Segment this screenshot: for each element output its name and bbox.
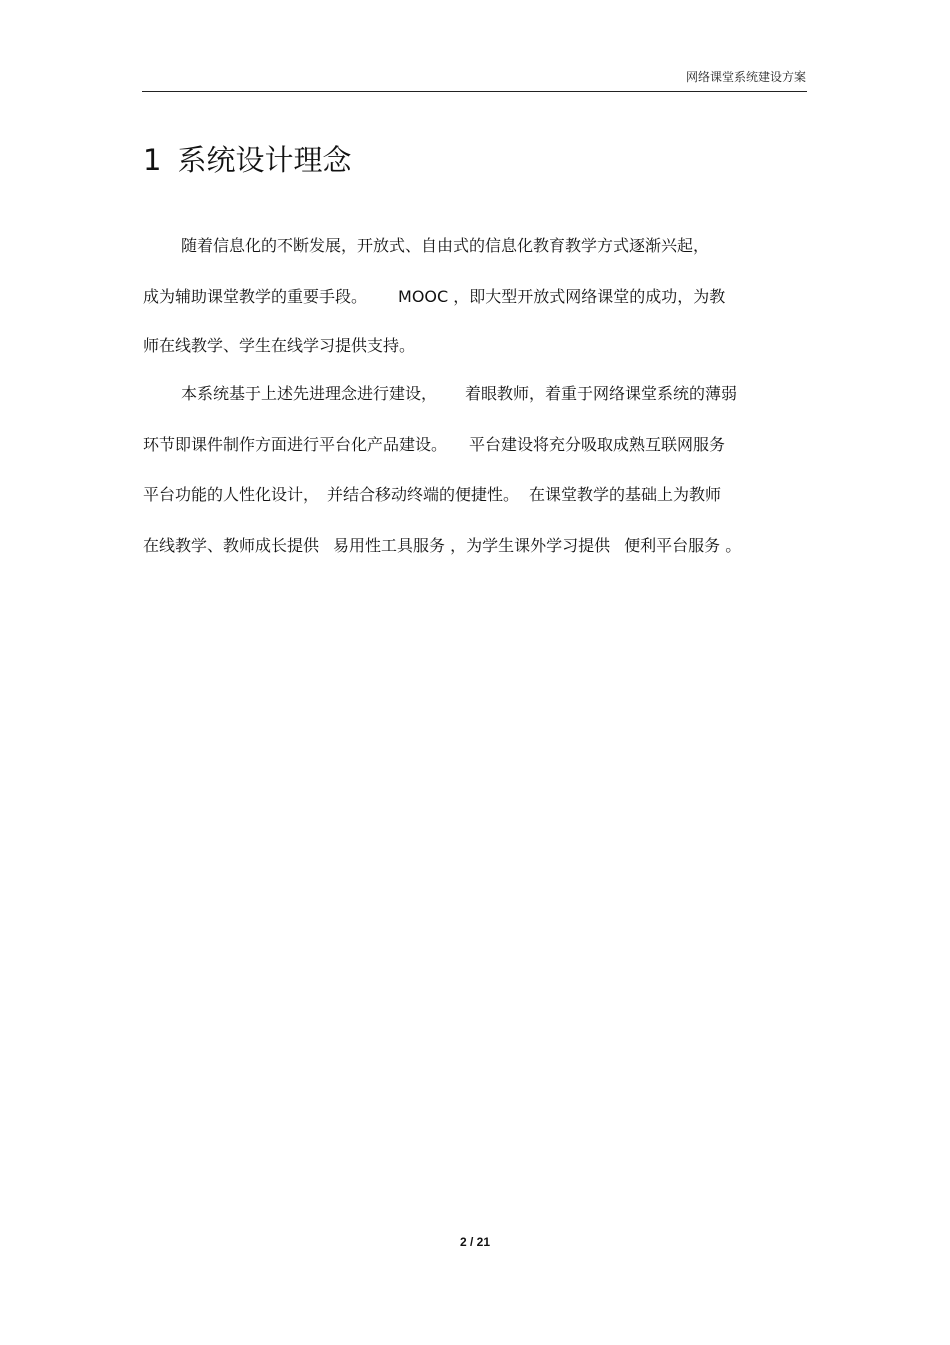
text-segment: 着眼教师，着重于网络课堂系统的薄弱	[465, 384, 738, 403]
text-segment: MOOC ，即大型开放式网络课堂的成功，为教	[398, 287, 726, 306]
text-segment: 平台建设将充分吸取成熟互联网服务	[469, 435, 726, 454]
text-segment: 在课堂教学的基础上为教师	[529, 485, 722, 504]
running-title: 网络课堂系统建设方案	[685, 70, 806, 84]
text-segment: 本系统基于上述先进理念进行建设，	[181, 384, 438, 403]
text-segment: 便利平台服务 。	[624, 536, 742, 555]
paragraph-line	[181, 384, 737, 404]
section-title: 系统设计理念	[177, 143, 352, 177]
paragraph-line	[143, 336, 415, 356]
section-heading	[143, 138, 351, 179]
section-number: 1	[143, 143, 162, 177]
paragraph-line	[181, 236, 709, 256]
text-segment: 易用性工具服务 ，为学生课外学习提供	[333, 536, 611, 555]
header-divider	[142, 91, 807, 92]
text-segment: 随着信息化的不断发展，开放式、自由式的信息化教育教学方式逐渐兴起，	[181, 236, 710, 255]
paragraph-line	[143, 536, 741, 556]
text-segment: 成为辅助课堂教学的重要手段。	[143, 287, 368, 306]
text-segment: 并结合移动终端的便捷性。	[327, 485, 520, 504]
page-number: 2 / 21	[459, 1235, 491, 1249]
text-segment: 在线教学、教师成长提供	[143, 536, 320, 555]
text-segment: 平台功能的人性化设计，	[143, 485, 320, 504]
text-segment: 环节即课件制作方面进行平台化产品建设。	[143, 435, 448, 454]
paragraph-line	[143, 485, 721, 505]
text-segment: 师在线教学、学生在线学习提供支持。	[143, 336, 416, 355]
paragraph-line	[143, 435, 725, 455]
paragraph-line	[143, 287, 725, 307]
